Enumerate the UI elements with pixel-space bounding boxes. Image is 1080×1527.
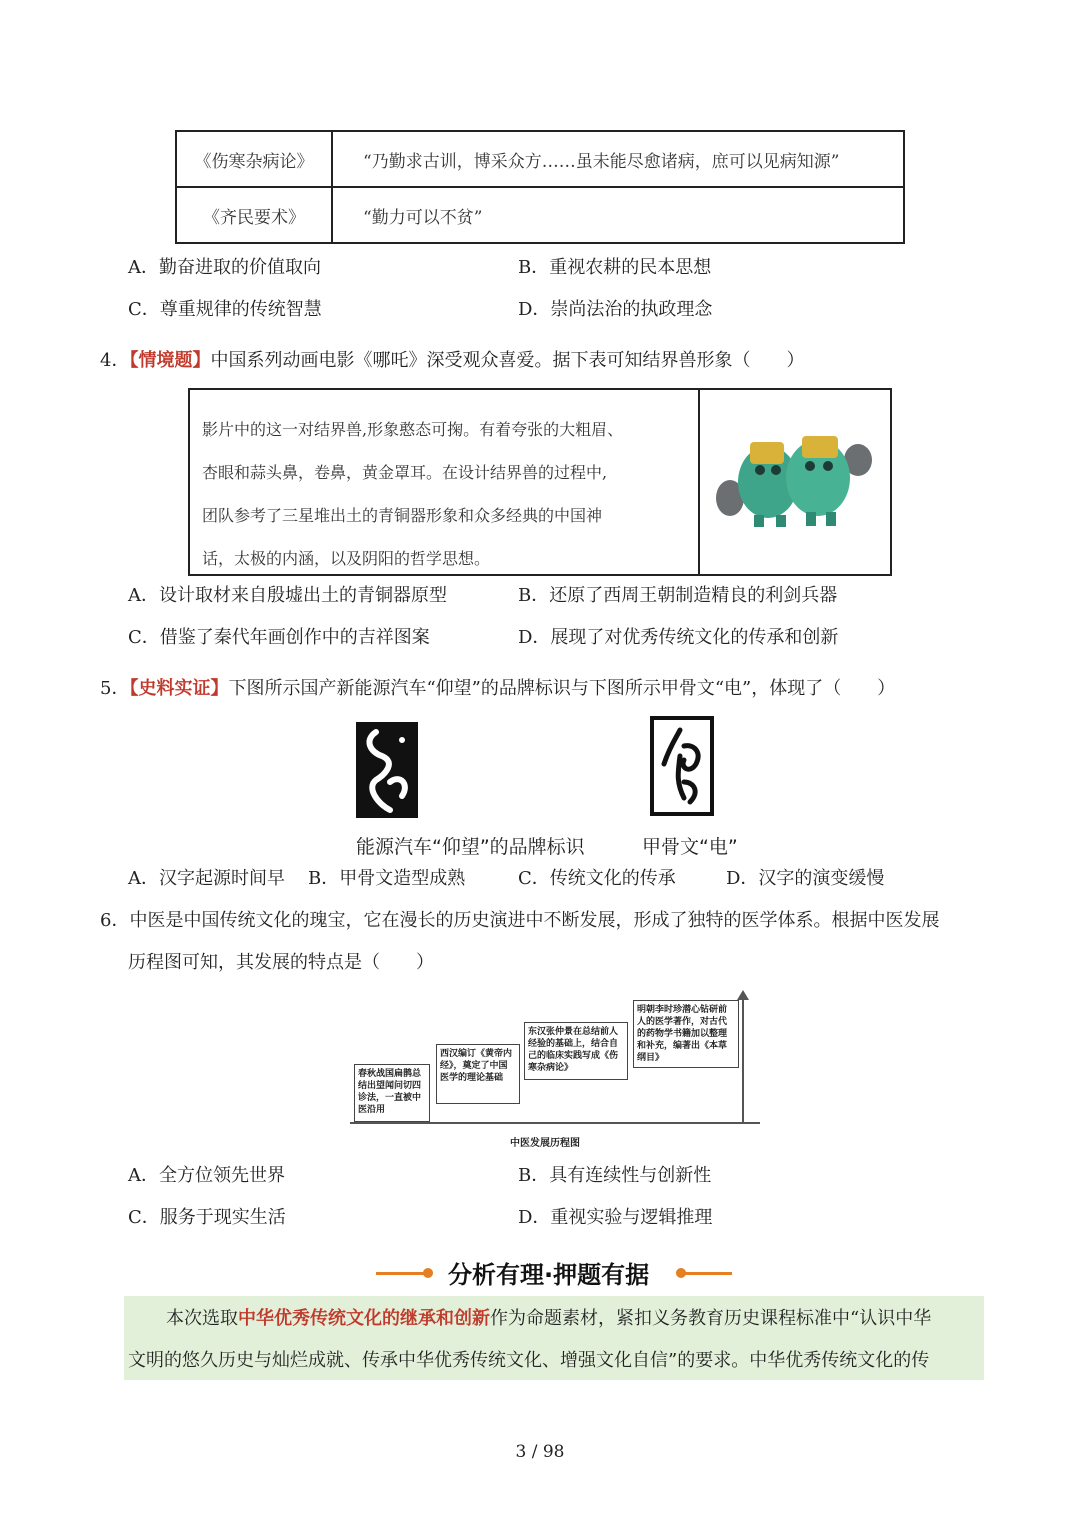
oracle-caption: 甲骨文“电” xyxy=(642,836,738,858)
table-cell-book: 《伤寒杂病论》 xyxy=(176,131,332,187)
flow-step-1: 春秋战国扁鹊总结出望闻问切四诊法，一直被中医沿用 xyxy=(354,1064,430,1122)
q6-stem-line1: 6．中医是中国传统文化的瑰宝，它在漫长的历史演进中不断发展，形成了独特的医学体系。根据中医发展 xyxy=(100,910,940,931)
heading-line-left xyxy=(376,1272,426,1275)
q3-source-table xyxy=(175,130,905,244)
heading-dot-left xyxy=(423,1268,433,1278)
heading-line-right xyxy=(684,1272,732,1275)
q5-option-b[interactable]: B．甲骨文造型成熟 xyxy=(308,868,466,889)
table-cell-quote: “勤力可以不贫” xyxy=(332,187,904,243)
question-number: 5． xyxy=(100,678,130,699)
q5-stem xyxy=(100,678,895,700)
table-divider xyxy=(698,390,700,574)
q6-stem-line2: 历程图可知，其发展的特点是（ ） xyxy=(128,952,434,973)
flow-baseline xyxy=(350,1122,760,1124)
flow-step-3: 东汉张仲景在总结前人经验的基础上，结合自己的临床实践写成《伤寒杂病论》 xyxy=(524,1022,628,1080)
analysis-highlight: 中华优秀传统文化的继承和创新 xyxy=(238,1308,490,1329)
q4-option-c[interactable]: C．借鉴了秦代年画创作中的吉祥图案 xyxy=(128,627,430,648)
q6-option-d[interactable]: D．重视实验与逻辑推理 xyxy=(518,1207,713,1228)
flow-axis xyxy=(742,996,744,1124)
arrow-up-icon xyxy=(737,990,749,1000)
question-text: 下图所示国产新能源汽车“仰望”的品牌标识与下图所示甲骨文“电”，体现了（ ） xyxy=(228,678,896,699)
page-number: 3 / 98 xyxy=(515,1442,565,1462)
passage-line: 话，太极的内涵，以及阴阳的哲学思想。 xyxy=(202,549,491,568)
question-text: 中国系列动画电影《哪吒》深受观众喜爱。据下表可知结界兽形象（ ） xyxy=(210,350,805,371)
flow-step-4: 明朝李时珍潜心钻研前人的医学著作，对古代的药物学书籍加以整理和补充，编著出《本草纲目》 xyxy=(633,1000,739,1068)
q3-option-a[interactable]: A．勤奋进取的价值取向 xyxy=(128,257,321,278)
passage-line: 团队参考了三星堆出土的青铜器形象和众多经典的中国神 xyxy=(202,506,603,525)
flow-step-2: 西汉编订《黄帝内经》，奠定了中国医学的理论基础 xyxy=(436,1044,520,1104)
q6-option-c[interactable]: C．服务于现实生活 xyxy=(128,1207,286,1228)
analysis-line1: 本次选取中华优秀传统文化的继承和创新作为命题素材，紧扣义务教育历史课程标准中“认识中华 xyxy=(166,1308,932,1329)
q5-option-d[interactable]: D．汉字的演变缓慢 xyxy=(726,868,885,889)
oracle-bone-dian-image xyxy=(650,716,714,816)
table-cell-book: 《齐民要术》 xyxy=(176,187,332,243)
q4-passage xyxy=(202,408,623,580)
q4-stem xyxy=(100,350,804,372)
q3-option-d[interactable]: D．崇尚法治的执政理念 xyxy=(518,299,713,320)
analysis-box xyxy=(124,1296,984,1380)
q5-option-c[interactable]: C．传统文化的传承 xyxy=(518,868,676,889)
question-tag: 【史料实证】 xyxy=(129,678,229,699)
flow-caption: 中医发展历程图 xyxy=(510,1138,580,1149)
passage-line: 影片中的这一对结界兽,形象憨态可掬。有着夸张的大粗眉、 xyxy=(202,420,624,439)
q4-option-d[interactable]: D．展现了对优秀传统文化的传承和创新 xyxy=(518,627,839,648)
q3-option-c[interactable]: C．尊重规律的传统智慧 xyxy=(128,299,322,320)
yangwang-logo-image xyxy=(356,722,418,818)
q4-passage-table xyxy=(188,388,892,576)
q5-option-a[interactable]: A．汉字起源时间早 xyxy=(128,868,285,889)
q4-option-a[interactable]: A．设计取材来自殷墟出土的青铜器原型 xyxy=(128,585,447,606)
passage-line: 杏眼和蒜头鼻，卷鼻，黄金罩耳。在设计结界兽的过程中, xyxy=(202,463,608,482)
logo-caption: 能源汽车“仰望”的品牌标识 xyxy=(356,836,585,858)
question-tag: 【情境题】 xyxy=(129,350,211,371)
q6-option-a[interactable]: A．全方位领先世界 xyxy=(128,1165,285,1186)
q6-option-b[interactable]: B．具有连续性与创新性 xyxy=(518,1165,712,1186)
q3-option-b[interactable]: B．重视农耕的民本思想 xyxy=(518,257,712,278)
question-number: 4． xyxy=(100,350,130,371)
analysis-heading: 分析有理·押题有据 xyxy=(448,1261,650,1289)
guardian-beasts-image xyxy=(710,420,880,530)
analysis-line2: 文明的悠久历史与灿烂成就、传承中华优秀传统文化、增强文化自信”的要求。中华优秀传统文化的传 xyxy=(128,1350,930,1371)
q4-option-b[interactable]: B．还原了西周王朝制造精良的利剑兵器 xyxy=(518,585,838,606)
table-cell-quote: “乃勤求古训，博采众方……虽未能尽愈诸病，庶可以见病知源” xyxy=(332,131,904,187)
